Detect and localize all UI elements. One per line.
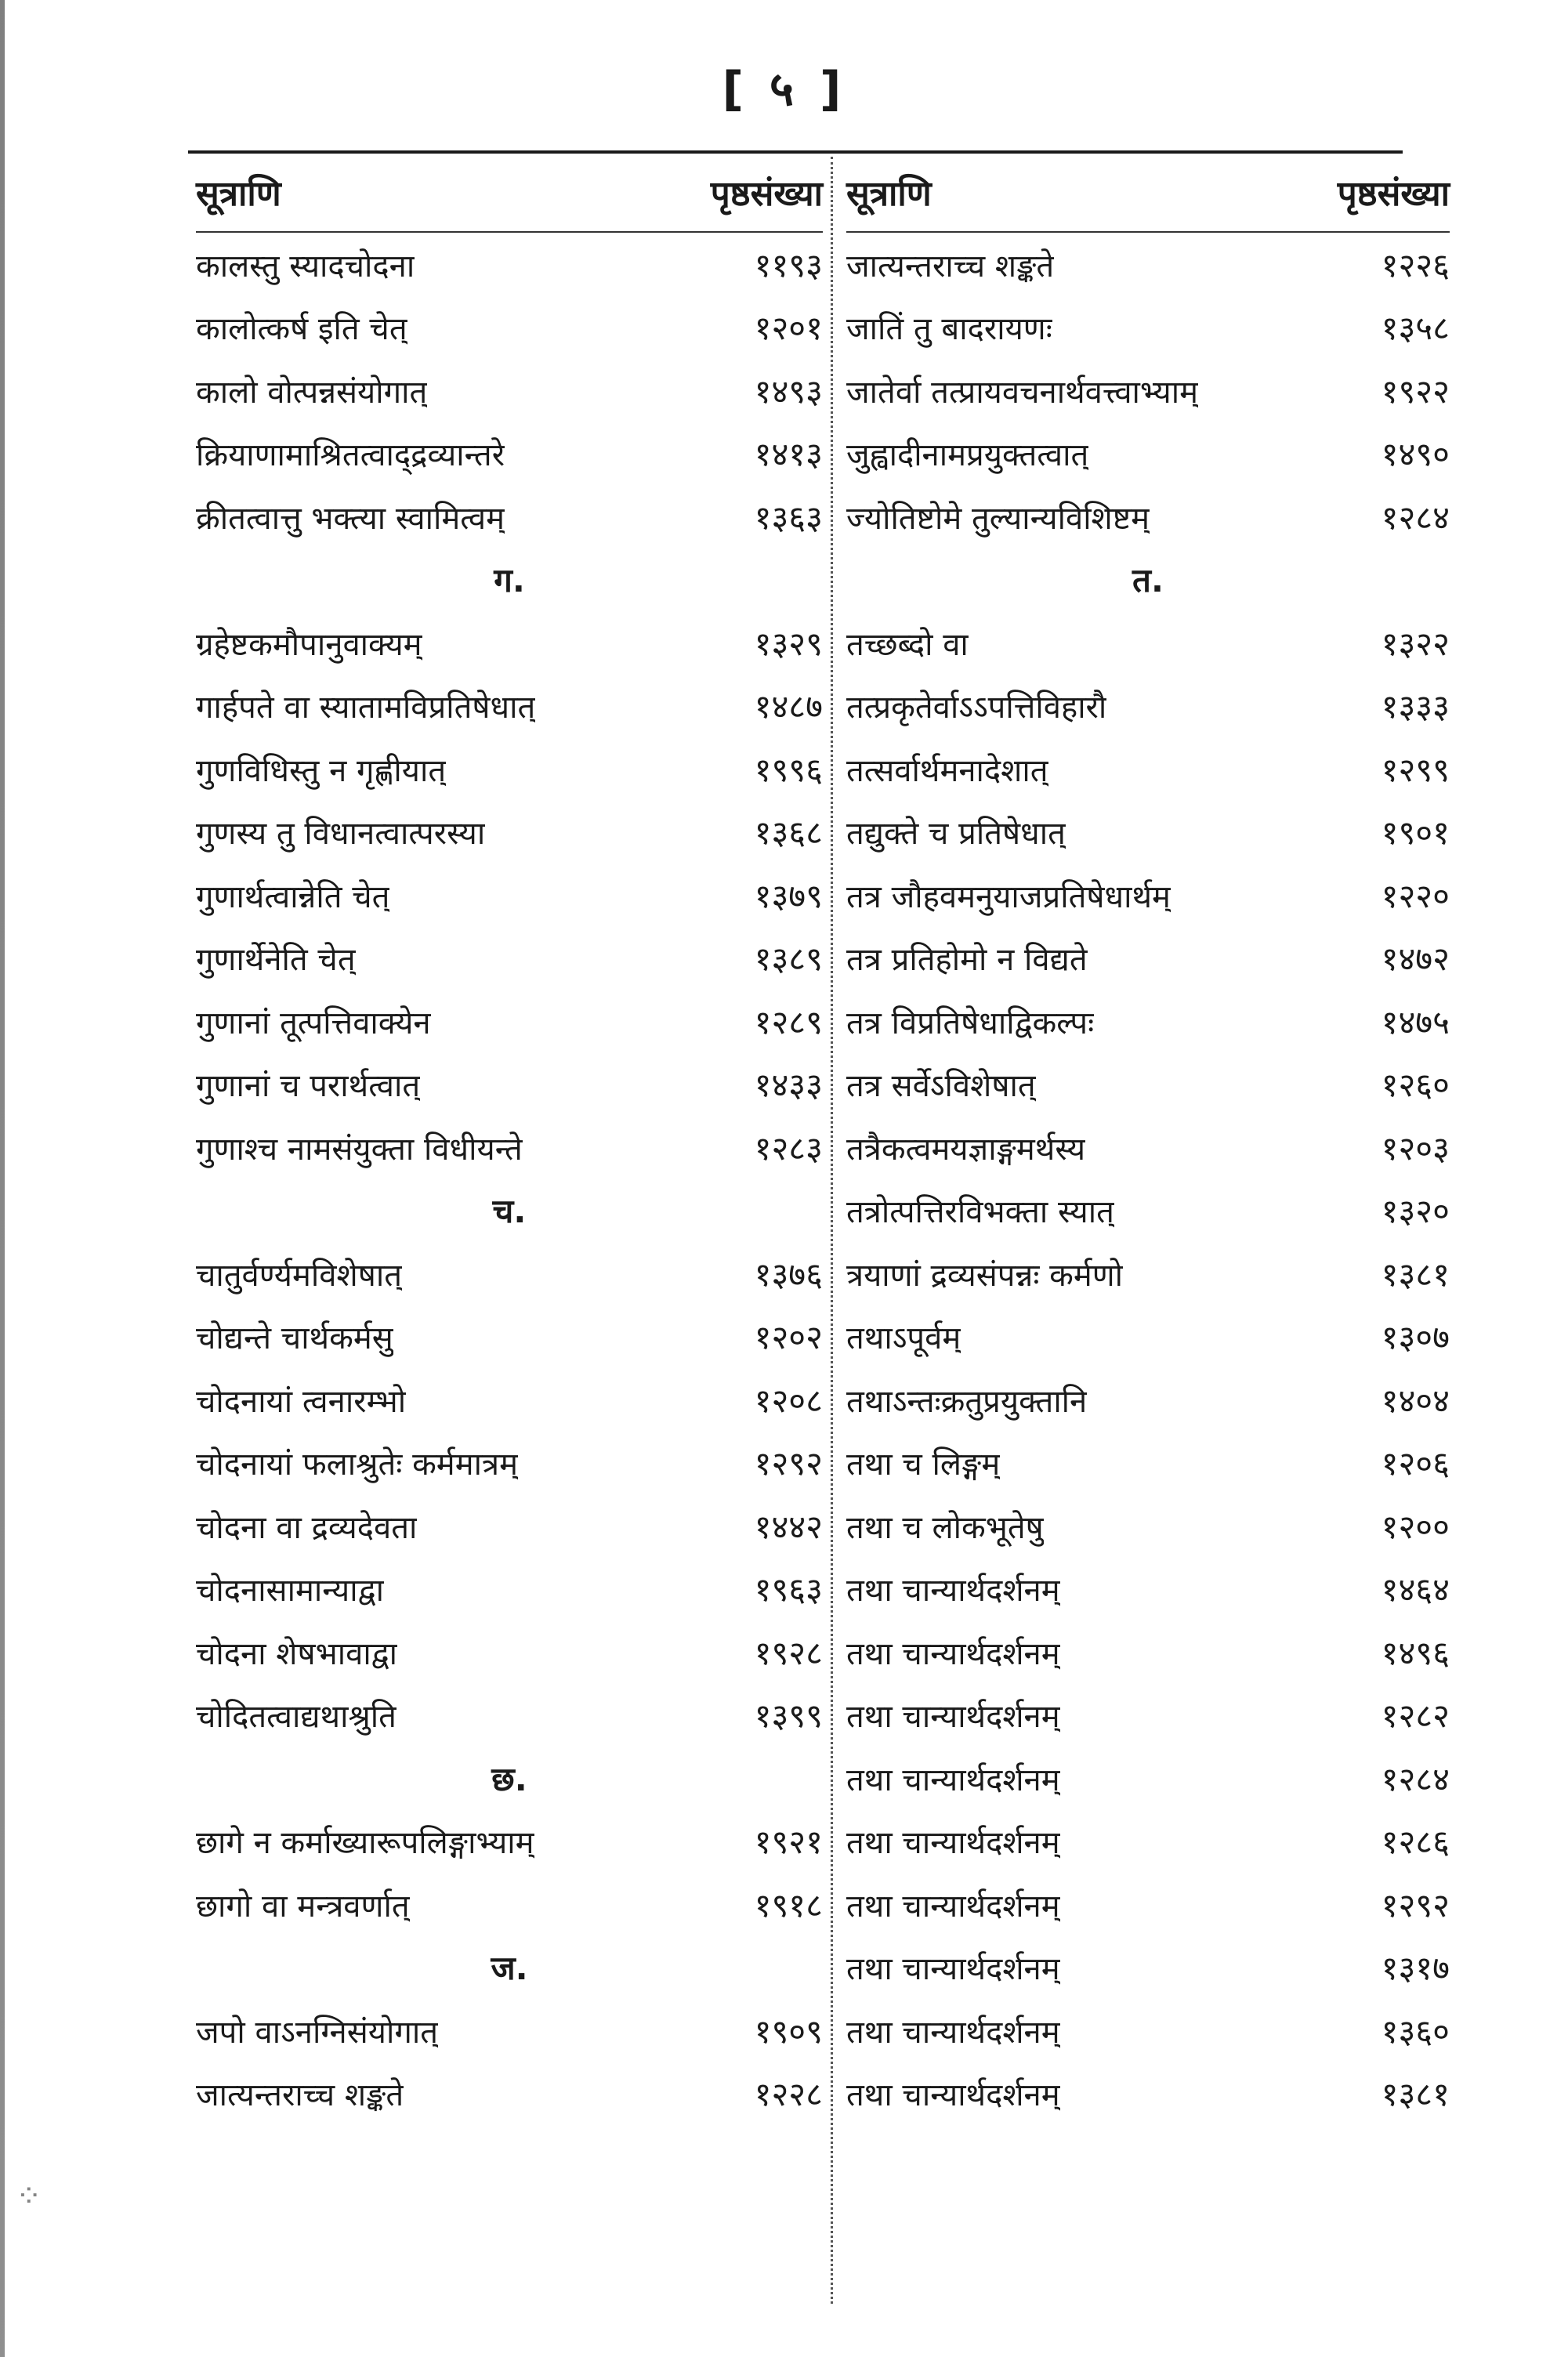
sutra-text: गुणानां च परार्थत्वात् [196,1068,421,1105]
page-reference: १४४२ [754,1507,823,1546]
index-entry [846,801,1450,864]
page-reference: १४०४ [1381,1381,1450,1420]
index-entry [846,1873,1450,1936]
sutra-text: तत्रोत्पत्तिरविभक्ता स्यात् [846,1194,1114,1231]
index-entry [846,233,1450,296]
index-entry [196,296,823,360]
sutra-text: तथा चान्यार्थदर्शनम् [846,1888,1060,1924]
page-reference: १९६३ [754,1570,823,1609]
page-reference: १९०१ [1381,813,1450,853]
index-entry [846,1936,1450,2000]
sutra-text: तथाऽन्तःक्रतुप्रयुक्तानि [846,1383,1088,1420]
page-reference: १९२१ [754,1823,823,1862]
index-entry [846,485,1450,549]
section-heading [196,549,823,612]
index-entry [846,927,1450,990]
sutra-text: जातेर्वा तत्प्रायवचनार्थवत्त्वाभ्याम् [846,374,1199,411]
sutra-text: गुणविधिस्तु न गृह्णीयात् [196,752,447,789]
index-entry [846,1116,1450,1179]
page-reference: १४१३ [754,435,823,474]
page-reference: १२०३ [1381,1128,1450,1168]
sutra-text: तत्सर्वार्थमनादेशात् [846,752,1048,789]
index-entry [846,737,1450,801]
index-entry [196,611,823,675]
index-entry [846,1242,1450,1305]
ink-blot: ⁘ [16,2178,42,2214]
index-entry [196,1810,823,1874]
page-reference: १२८४ [1381,498,1450,537]
index-entry [846,1558,1450,1621]
page-reference: १३६८ [754,813,823,853]
page-reference: १३९९ [754,1696,823,1736]
index-entry [196,1684,823,1747]
section-letter: ज. [491,1949,528,1988]
page-reference: १३१७ [1381,1949,1450,1988]
sutra-text: तद्युक्ते च प्रतिषेधात् [846,816,1066,853]
page-reference: १४९३ [754,371,823,411]
section-letter: छ. [491,1759,527,1798]
right-index-list [846,233,1450,2125]
left-column-header [196,168,823,233]
sutra-text: गुणस्य तु विधानत्वात्परस्या [196,816,486,853]
left-column [196,168,823,2125]
index-entry [846,296,1450,360]
page-reference: १२६० [1381,1066,1450,1105]
sutra-text: तत्र विप्रतिषेधाद्विकल्पः [846,1005,1095,1041]
sutra-text: चोदनासामान्याद्वा [196,1573,384,1609]
right-column [846,168,1450,2125]
page-reference: १२०८ [754,1381,823,1420]
page-reference: १३६३ [754,498,823,537]
index-entry [196,233,823,296]
page-reference: १२८२ [1381,1696,1450,1736]
section-heading [196,1747,823,1810]
page-reference: १३०७ [1381,1318,1450,1357]
sutra-text: गुणार्थेनेति चेत् [196,942,356,979]
sutra-text: तथा च लिङ्गम् [846,1446,1001,1483]
index-entry [846,1999,1450,2062]
index-entry [846,611,1450,675]
page-reference: १४८७ [754,687,823,726]
page-count-heading: पृष्ठसंख्या [710,174,823,214]
sutra-text: चातुर्वर्ण्यमविशेषात् [196,1257,402,1294]
index-entry [196,1494,823,1558]
index-entry [846,1747,1450,1810]
sutra-text: चोद्यन्ते चार्थकर्मसु [196,1320,393,1357]
section-heading [196,1936,823,2000]
index-entry [196,737,823,801]
sutra-text: तथा चान्यार्थदर्शनम् [846,1825,1060,1862]
sutra-text: चोदनायां त्वनारम्भो [196,1383,407,1420]
sutra-text: जुह्वादीनामप्रयुक्तत्वात् [846,437,1089,474]
sutra-text: क्रीतत्वात्तु भक्त्या स्वामित्वम् [196,500,505,537]
page-reference: १३७६ [754,1255,823,1294]
index-entry [846,1494,1450,1558]
top-rule [188,150,1403,154]
page-reference: १४९० [1381,435,1450,474]
section-letter: च. [492,1192,527,1231]
sutra-text: कालोत्कर्ष इति चेत् [196,311,407,348]
index-entry [846,1684,1450,1747]
index-entry [196,675,823,738]
page-reference: १२०२ [754,1318,823,1357]
sutra-text: तथा चान्यार्थदर्शनम् [846,1761,1060,1798]
page-reference: १९२८ [754,1633,823,1672]
sutra-text: कालस्तु स्यादचोदना [196,248,415,284]
sutra-text: जातिं तु बादरायणः [846,311,1052,348]
index-entry [196,1242,823,1305]
sutra-text: ग्रहेष्टकमौपानुवाक्यम् [196,626,422,663]
sutra-text: तथा चान्यार्थदर्शनम् [846,1699,1060,1736]
sutra-text: जपो वाऽनग्निसंयोगात् [196,2014,439,2051]
sutra-text: तथा चान्यार्थदर्शनम् [846,1951,1060,1988]
page-reference: १२०६ [1381,1444,1450,1483]
index-entry [196,1432,823,1495]
index-entry [196,2062,823,2126]
index-entry [196,359,823,422]
index-entry [196,1620,823,1684]
sutra-text: गुणाश्च नामसंयुक्ता विधीयन्ते [196,1131,523,1168]
page-reference: १३३३ [1381,687,1450,726]
sutra-text: तथा चान्यार्थदर्शनम् [846,2014,1060,2051]
index-entry [196,1999,823,2062]
index-entry [846,1179,1450,1243]
index-entry [196,1558,823,1621]
page-count-heading: पृष्ठसंख्या [1337,174,1450,214]
sutra-text: गुणार्थत्वान्नेति चेत् [196,878,390,915]
sutra-text: छागे न कर्माख्यारूपलिङ्गाभ्याम् [196,1825,534,1862]
index-entry [196,801,823,864]
sutra-text: तत्र प्रतिहोमो न विद्यते [846,942,1088,979]
sutras-heading: सूत्राणि [196,174,281,214]
sutra-text: तच्छब्दो वा [846,626,969,663]
page-reference: १२९९ [1381,750,1450,789]
index-entry [196,990,823,1053]
sutra-text: जात्यन्तराच्च शङ्कते [846,248,1055,284]
section-letter: त. [1132,561,1164,600]
column-divider [831,157,835,2304]
index-entry [846,1810,1450,1874]
index-entry [196,1116,823,1179]
page-reference: १३८१ [1381,2075,1450,2114]
page-reference: १२८४ [1381,1759,1450,1798]
page-reference: १४६४ [1381,1570,1450,1609]
right-column-header [846,168,1450,233]
page-reference: १२२६ [1381,245,1450,284]
page-reference: १३२२ [1381,624,1450,663]
page-reference: ११९३ [754,245,823,284]
index-entry [846,359,1450,422]
section-heading [196,1179,823,1243]
page-reference: १९२२ [1381,371,1450,411]
page-reference: १३५८ [1381,309,1450,348]
page-reference: १४७२ [1381,940,1450,979]
index-entry [196,1305,823,1369]
index-entry [846,864,1450,927]
index-entry [846,1053,1450,1117]
sutra-text: तथाऽपूर्वम् [846,1320,961,1357]
index-entry [196,1873,823,1936]
page-reference: १९०९ [754,2011,823,2051]
page-number: [ ५ ] [722,62,846,117]
sutra-text: तत्प्रकृतेर्वाऽऽपत्तिविहारौ [846,690,1107,726]
scan-edge [0,0,5,2357]
left-index-list [196,233,823,2125]
page-reference: १३७९ [754,876,823,915]
sutra-text: त्रयाणां द्रव्यसंपन्नः कर्मणो [846,1257,1124,1294]
index-entry [196,1368,823,1432]
page-reference: १२८६ [1381,1823,1450,1862]
page-reference: १३२९ [754,624,823,663]
index-entry [196,1053,823,1117]
sutra-text: गुणानां तूत्पत्तिवाक्येन [196,1005,431,1041]
sutras-heading: सूत्राणि [846,174,932,214]
index-entry [196,927,823,990]
index-entry [846,422,1450,486]
page-reference: १३८१ [1381,1255,1450,1294]
index-entry [846,1368,1450,1432]
page-reference: १३६० [1381,2011,1450,2051]
sutra-text: तत्रैकत्वमयज्ञाङ्गमर्थस्य [846,1131,1086,1168]
page-reference: १२०१ [754,309,823,348]
sutra-text: क्रियाणामाश्रितत्वाद्द्रव्यान्तरे [196,437,505,474]
index-entry [846,990,1450,1053]
index-entry [196,485,823,549]
page-reference: १९९६ [754,750,823,789]
sutra-text: तत्र सर्वेऽविशेषात् [846,1068,1036,1105]
page-reference: १२२८ [754,2075,823,2114]
index-entry [846,1432,1450,1495]
index-entry [846,2062,1450,2126]
index-entry [846,1620,1450,1684]
page-reference: १४७५ [1381,1002,1450,1041]
page-reference: १२८३ [754,1128,823,1168]
section-heading [846,549,1450,612]
page-reference: १४३३ [754,1066,823,1105]
index-entry [196,864,823,927]
page-reference: १३२० [1381,1192,1450,1231]
index-entry [846,675,1450,738]
page-reference: १२९२ [754,1444,823,1483]
index-entry [196,422,823,486]
page-reference: १२८९ [754,1002,823,1041]
section-letter: ग. [494,561,525,600]
sutra-text: कालो वोत्पन्नसंयोगात् [196,374,428,411]
sutra-text: तथा चान्यार्थदर्शनम् [846,1573,1060,1609]
sutra-text: चोदितत्वाद्यथाश्रुति [196,1699,397,1736]
page-reference: १२०० [1381,1507,1450,1546]
sutra-text: तथा चान्यार्थदर्शनम् [846,1635,1060,1672]
sutra-text: चोदना वा द्रव्यदेवता [196,1509,418,1546]
index-entry [846,1305,1450,1369]
sutra-text: जात्यन्तराच्च शङ्कते [196,2077,404,2114]
page-reference: १९१८ [754,1885,823,1924]
sutra-text: छागो वा मन्त्रवर्णात् [196,1888,410,1924]
sutra-text: चोदनायां फलाश्रुतेः कर्ममात्रम् [196,1446,518,1483]
sutra-text: चोदना शेषभावाद्वा [196,1635,398,1672]
sutra-text: तत्र जौहवमनुयाजप्रतिषेधार्थम् [846,878,1171,915]
page-reference: १२२० [1381,876,1450,915]
page-reference: १२९२ [1381,1885,1450,1924]
sutra-text: ज्योतिष्टोमे तुल्यान्यविशिष्टम् [846,500,1150,537]
sutra-text: तथा चान्यार्थदर्शनम् [846,2077,1060,2114]
sutra-text: गार्हपते वा स्यातामविप्रतिषेधात् [196,690,536,726]
page-reference: १४९६ [1381,1633,1450,1672]
sutra-text: तथा च लोकभूतेषु [846,1509,1044,1546]
page-reference: १३८९ [754,940,823,979]
